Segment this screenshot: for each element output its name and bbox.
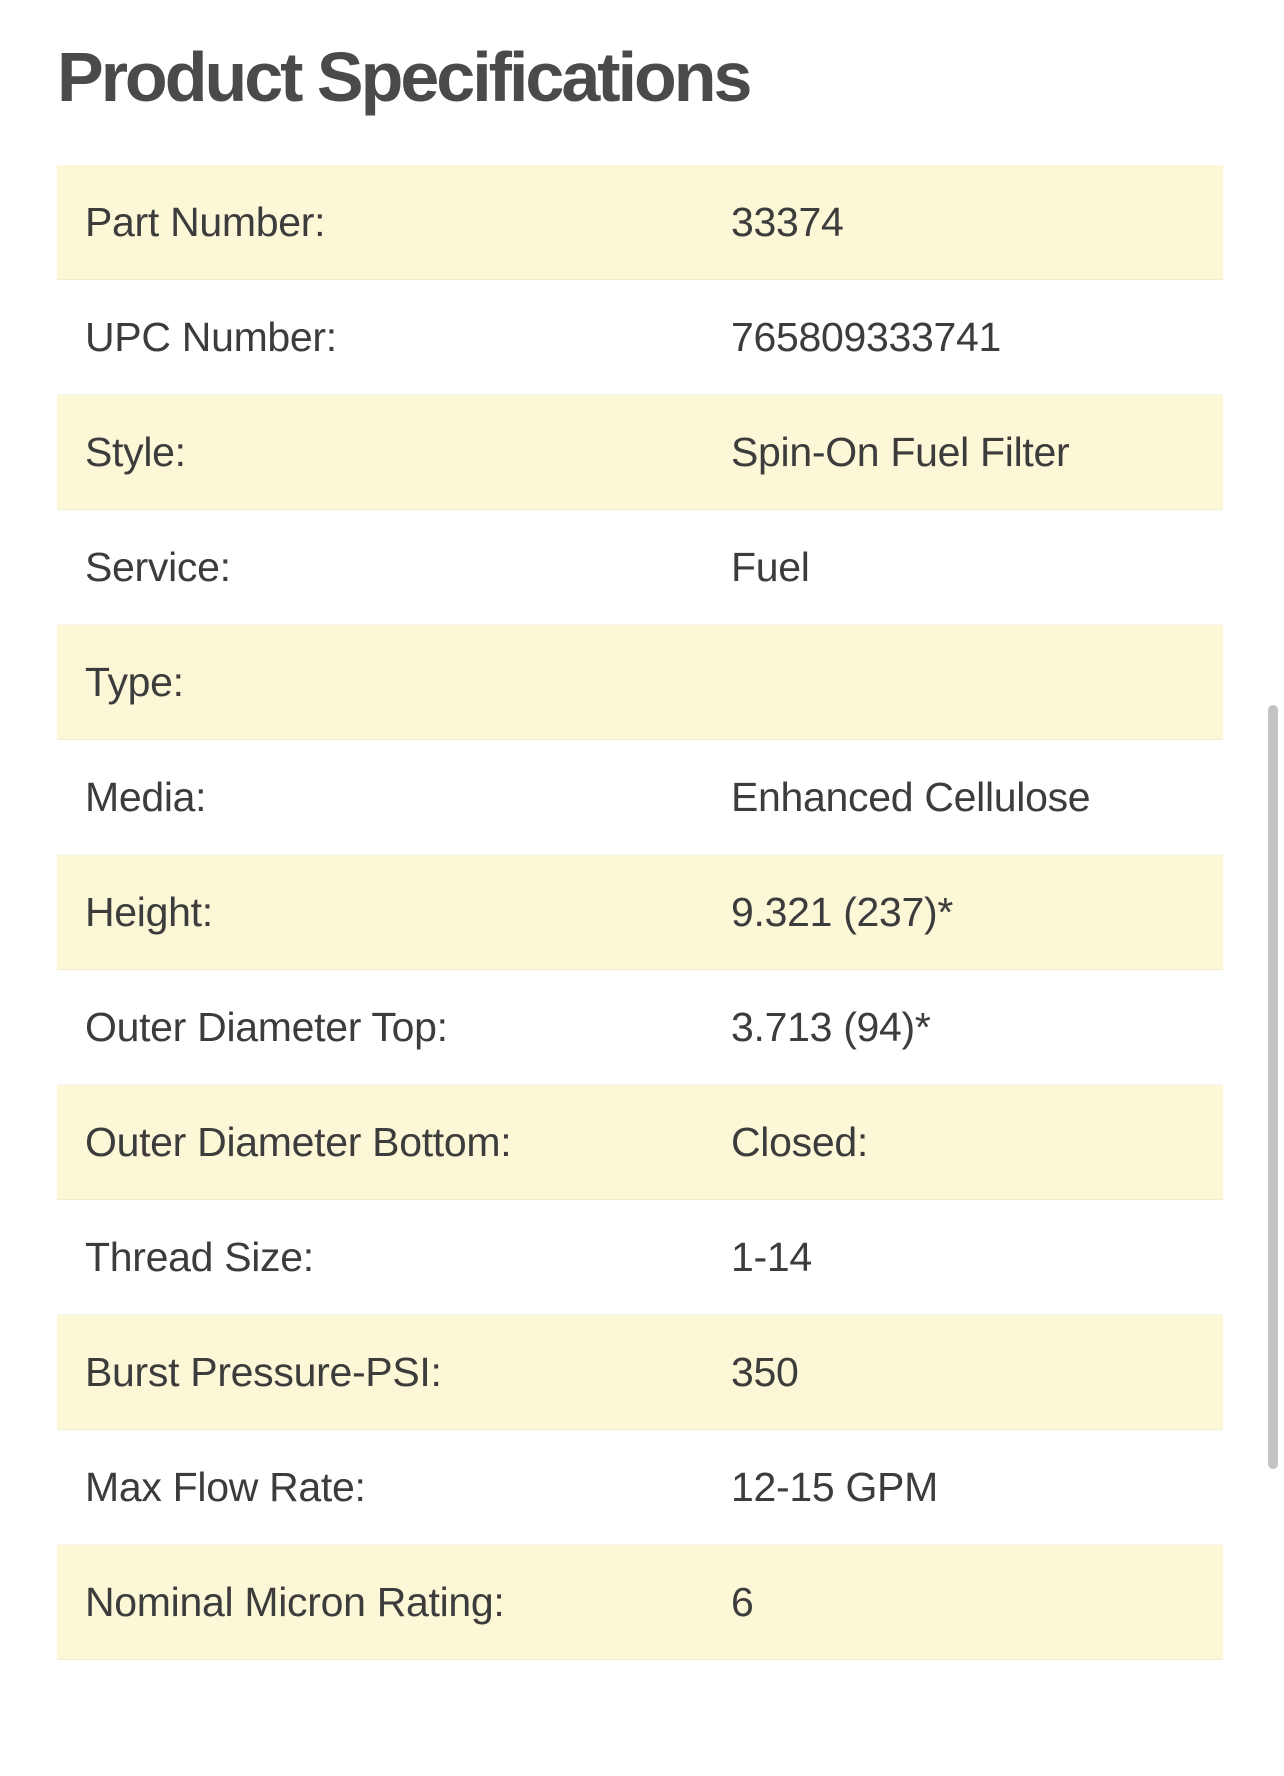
scrollbar-thumb[interactable]: [1268, 705, 1278, 1469]
table-row: [57, 510, 1223, 625]
spec-label: Service:: [85, 543, 231, 590]
spec-value: Fuel: [731, 543, 810, 590]
table-row: [57, 855, 1223, 970]
spec-value: 3.713 (94)*: [731, 1003, 931, 1050]
spec-value: Spin-On Fuel Filter: [731, 428, 1070, 475]
spec-value: 350: [731, 1348, 799, 1395]
spec-label: Style:: [85, 428, 186, 475]
spec-label: UPC Number:: [85, 313, 337, 360]
table-row: [57, 1545, 1223, 1660]
product-specifications-table: [57, 165, 1223, 1660]
table-row: [57, 395, 1223, 510]
spec-label: Outer Diameter Top:: [85, 1003, 448, 1050]
spec-label: Max Flow Rate:: [85, 1463, 366, 1510]
spec-value: 9.321 (237)*: [731, 888, 954, 935]
spec-label: Height:: [85, 888, 213, 935]
spec-label: Type:: [85, 658, 184, 705]
table-row: [57, 625, 1223, 740]
table-row: [57, 740, 1223, 855]
table-row: [57, 1085, 1223, 1200]
spec-value: 12-15 GPM: [731, 1463, 938, 1510]
spec-value: 33374: [731, 198, 844, 245]
spec-value: 765809333741: [731, 313, 1002, 360]
table-row: [57, 1430, 1223, 1545]
spec-label: Media:: [85, 773, 207, 820]
spec-label: Part Number:: [85, 198, 326, 245]
table-row: [57, 970, 1223, 1085]
spec-label: Burst Pressure-PSI:: [85, 1348, 442, 1395]
spec-label: Outer Diameter Bottom:: [85, 1118, 512, 1165]
table-row: [57, 1200, 1223, 1315]
spec-value: Enhanced Cellulose: [731, 773, 1091, 820]
page-title: Product Specifications: [57, 38, 750, 116]
spec-value: Closed:: [731, 1118, 868, 1165]
spec-label: Thread Size:: [85, 1233, 314, 1280]
spec-value: 6: [731, 1578, 754, 1625]
table-row: [57, 1315, 1223, 1430]
spec-label: Nominal Micron Rating:: [85, 1578, 505, 1625]
table-row: [57, 165, 1223, 280]
spec-value: 1-14: [731, 1233, 812, 1280]
table-row: [57, 280, 1223, 395]
